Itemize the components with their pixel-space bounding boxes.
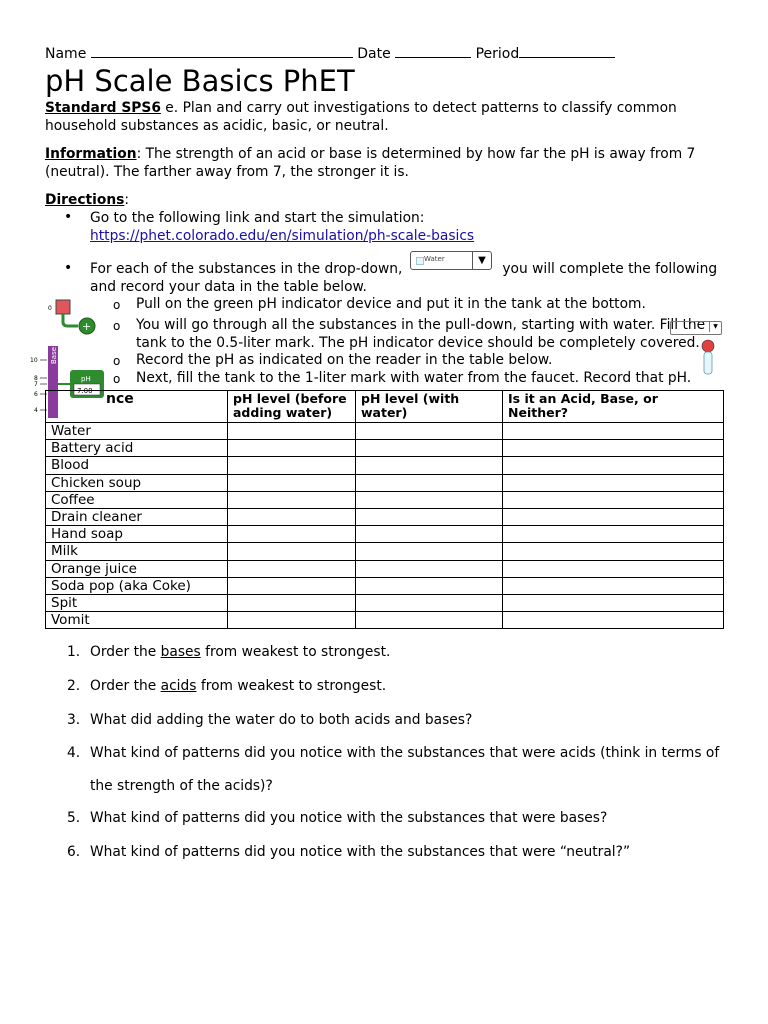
- svg-text:+: +: [82, 320, 92, 333]
- substance-cell: Vomit: [46, 612, 228, 629]
- bullet-dot: •: [64, 260, 73, 276]
- mini-dropdown-arrow-icon: ▼: [709, 322, 721, 332]
- table-row: [46, 457, 724, 474]
- ph-before-cell[interactable]: [228, 594, 356, 611]
- substance-dropdown[interactable]: [410, 251, 492, 270]
- directions-label: Directions: [45, 192, 125, 208]
- question-text: [90, 836, 730, 869]
- standard-paragraph: [45, 99, 725, 135]
- classification-cell[interactable]: [503, 543, 724, 560]
- classification-cell[interactable]: [503, 560, 724, 577]
- scale-tick: 6: [34, 391, 38, 398]
- classification-cell[interactable]: [503, 508, 724, 525]
- table-row: [46, 526, 724, 543]
- ph-with-cell[interactable]: [356, 612, 503, 629]
- question-text: [90, 704, 730, 737]
- table-row: [46, 474, 724, 491]
- table-row: [46, 508, 724, 525]
- ph-with-cell[interactable]: [356, 423, 503, 440]
- page-title: pH Scale Basics PhET: [45, 64, 355, 98]
- ph-with-cell[interactable]: [356, 543, 503, 560]
- classification-cell[interactable]: [503, 577, 724, 594]
- svg-text:7.00: 7.00: [77, 387, 93, 395]
- col-header-ph-with: pH level (with water): [356, 391, 503, 423]
- svg-text:pH: pH: [81, 375, 91, 383]
- sub-bullet-marker: o: [113, 354, 121, 368]
- ph-before-cell[interactable]: [228, 560, 356, 577]
- sub-bullet-marker: o: [113, 372, 121, 386]
- directions-heading: [45, 191, 725, 209]
- scale-tick: 4: [34, 407, 38, 414]
- classification-cell[interactable]: [503, 457, 724, 474]
- question-number: 1.: [67, 644, 81, 660]
- ph-with-cell[interactable]: [356, 594, 503, 611]
- ph-before-cell[interactable]: [228, 612, 356, 629]
- bullet-2-end: you will complete the following and record your data in the table below.: [90, 261, 718, 295]
- bullet-dot: •: [64, 209, 73, 225]
- substance-cell: Blood: [46, 457, 228, 474]
- ph-before-cell[interactable]: [228, 474, 356, 491]
- question-underlined-word: acids: [160, 678, 197, 694]
- substance-cell: Hand soap: [46, 526, 228, 543]
- water-swatch-icon: [416, 257, 424, 265]
- dropper-icon: [698, 338, 718, 380]
- sub-bullet-3: Record the pH as indicated on the reader in the table below.: [136, 352, 553, 368]
- ph-before-cell[interactable]: [228, 577, 356, 594]
- ph-before-cell[interactable]: [228, 423, 356, 440]
- svg-text:0: 0: [48, 305, 52, 312]
- substance-cell: Battery acid: [46, 440, 228, 457]
- substance-cell: Water: [46, 423, 228, 440]
- question-text-part: from weakest to strongest.: [196, 678, 387, 694]
- ph-with-cell[interactable]: [356, 508, 503, 525]
- data-table: [45, 390, 724, 629]
- col-header-substance: nce: [46, 391, 228, 423]
- bullet-1: [90, 209, 730, 245]
- question-text: [90, 802, 730, 835]
- name-label: Name: [45, 46, 87, 62]
- sub-bullet-2: You will go through all the substances in the pull-down, starting with water. Fill the tank to the 0.5-liter mark. The pH indicator device should be completely covered.: [136, 317, 706, 351]
- table-row: [46, 543, 724, 560]
- scale-tick: 10: [30, 357, 38, 364]
- question-number: 3.: [67, 712, 81, 728]
- ph-before-cell[interactable]: [228, 543, 356, 560]
- question-number: 6.: [67, 844, 81, 860]
- standard-label: Standard SPS6: [45, 100, 161, 116]
- ph-probe-icon: [46, 298, 98, 338]
- question-text-part: from weakest to strongest.: [200, 644, 391, 660]
- table-row: [46, 423, 724, 440]
- question-text-part: Order the: [90, 678, 161, 694]
- information-paragraph: [45, 145, 725, 181]
- question-text-part: What kind of patterns did you notice with the substances that were bases?: [90, 810, 608, 826]
- question-text: [90, 636, 730, 669]
- bullet-1-text: Go to the following link and start the simulation:: [90, 210, 425, 226]
- table-row: [46, 594, 724, 611]
- dropdown-value: Water: [424, 255, 445, 263]
- question-text: [90, 670, 730, 703]
- substance-cell: Spit: [46, 594, 228, 611]
- question-number: 5.: [67, 810, 81, 826]
- name-blank[interactable]: [91, 45, 353, 58]
- date-blank[interactable]: [395, 45, 471, 58]
- substance-cell: Orange juice: [46, 560, 228, 577]
- period-blank[interactable]: [519, 45, 615, 58]
- ph-with-cell[interactable]: [356, 457, 503, 474]
- information-label: Information: [45, 146, 137, 162]
- sub-bullet-1: Pull on the green pH indicator device and put it in the tank at the bottom.: [136, 296, 646, 312]
- table-row: [46, 560, 724, 577]
- sub-bullet-4: Next, fill the tank to the 1-liter mark with water from the faucet. Record that pH.: [136, 370, 692, 386]
- ph-before-cell[interactable]: [228, 508, 356, 525]
- question-text: [90, 737, 730, 803]
- header-line: [45, 45, 615, 62]
- bullet-2-start: For each of the substances in the drop-down,: [90, 261, 403, 277]
- period-label: Period: [475, 46, 520, 62]
- question-underlined-word: bases: [160, 644, 201, 660]
- table-row: [46, 577, 724, 594]
- date-label: Date: [357, 46, 391, 62]
- scale-tick: 7: [34, 381, 38, 388]
- directions-colon: :: [124, 192, 130, 208]
- classification-cell[interactable]: [503, 594, 724, 611]
- substance-cell: Milk: [46, 543, 228, 560]
- table-row: [46, 440, 724, 457]
- question-number: 4.: [67, 745, 81, 761]
- table-row: [46, 612, 724, 629]
- classification-cell[interactable]: [503, 440, 724, 457]
- scale-tick: 8: [34, 375, 38, 382]
- ph-before-cell[interactable]: [228, 526, 356, 543]
- substance-cell: Coffee: [46, 491, 228, 508]
- ph-with-cell[interactable]: [356, 526, 503, 543]
- col-header-ph-before: pH level (before adding water): [228, 391, 356, 423]
- ph-before-cell[interactable]: [228, 440, 356, 457]
- table-row: [46, 491, 724, 508]
- sub-bullet-marker: o: [113, 298, 121, 312]
- dropdown-arrow-icon: ▼: [472, 252, 491, 269]
- question-number: 2.: [67, 678, 81, 694]
- standard-text: e. Plan and carry out investigations to detect patterns to classify common household substances as acidic, basic, or neutral.: [45, 100, 677, 134]
- ph-with-cell[interactable]: [356, 440, 503, 457]
- classification-cell[interactable]: [503, 491, 724, 508]
- table-header-row: [46, 391, 724, 423]
- mini-dropdown: [670, 321, 722, 335]
- classification-cell[interactable]: [503, 612, 724, 629]
- question-text-part: What kind of patterns did you notice with the substances that were “neutral?”: [90, 844, 631, 860]
- question-text-part: What kind of patterns did you notice with the substances that were acids (think in terms of the strength of the acids)?: [90, 745, 720, 794]
- col-header-classification: Is it an Acid, Base, or Neither?: [503, 391, 724, 423]
- ph-before-cell[interactable]: [228, 457, 356, 474]
- ph-with-cell[interactable]: [356, 560, 503, 577]
- ph-with-cell[interactable]: [356, 491, 503, 508]
- substance-cell: Chicken soup: [46, 474, 228, 491]
- ph-with-cell[interactable]: [356, 577, 503, 594]
- substance-cell: Soda pop (aka Coke): [46, 577, 228, 594]
- question-text-part: What did adding the water do to both acids and bases?: [90, 712, 473, 728]
- classification-cell[interactable]: [503, 526, 724, 543]
- classification-cell[interactable]: [503, 474, 724, 491]
- ph-with-cell[interactable]: [356, 474, 503, 491]
- simulation-link[interactable]: https://phet.colorado.edu/en/simulation/ph-scale-basics: [90, 228, 475, 244]
- information-text: : The strength of an acid or base is determined by how far the pH is away from 7 (neutral). The farther away from 7, the stronger it is.: [45, 146, 696, 180]
- svg-text:Base: Base: [50, 346, 58, 364]
- question-text-part: Order the: [90, 644, 161, 660]
- substance-cell: Drain cleaner: [46, 508, 228, 525]
- classification-cell[interactable]: [503, 423, 724, 440]
- sub-bullet-marker: o: [113, 319, 121, 333]
- ph-before-cell[interactable]: [228, 491, 356, 508]
